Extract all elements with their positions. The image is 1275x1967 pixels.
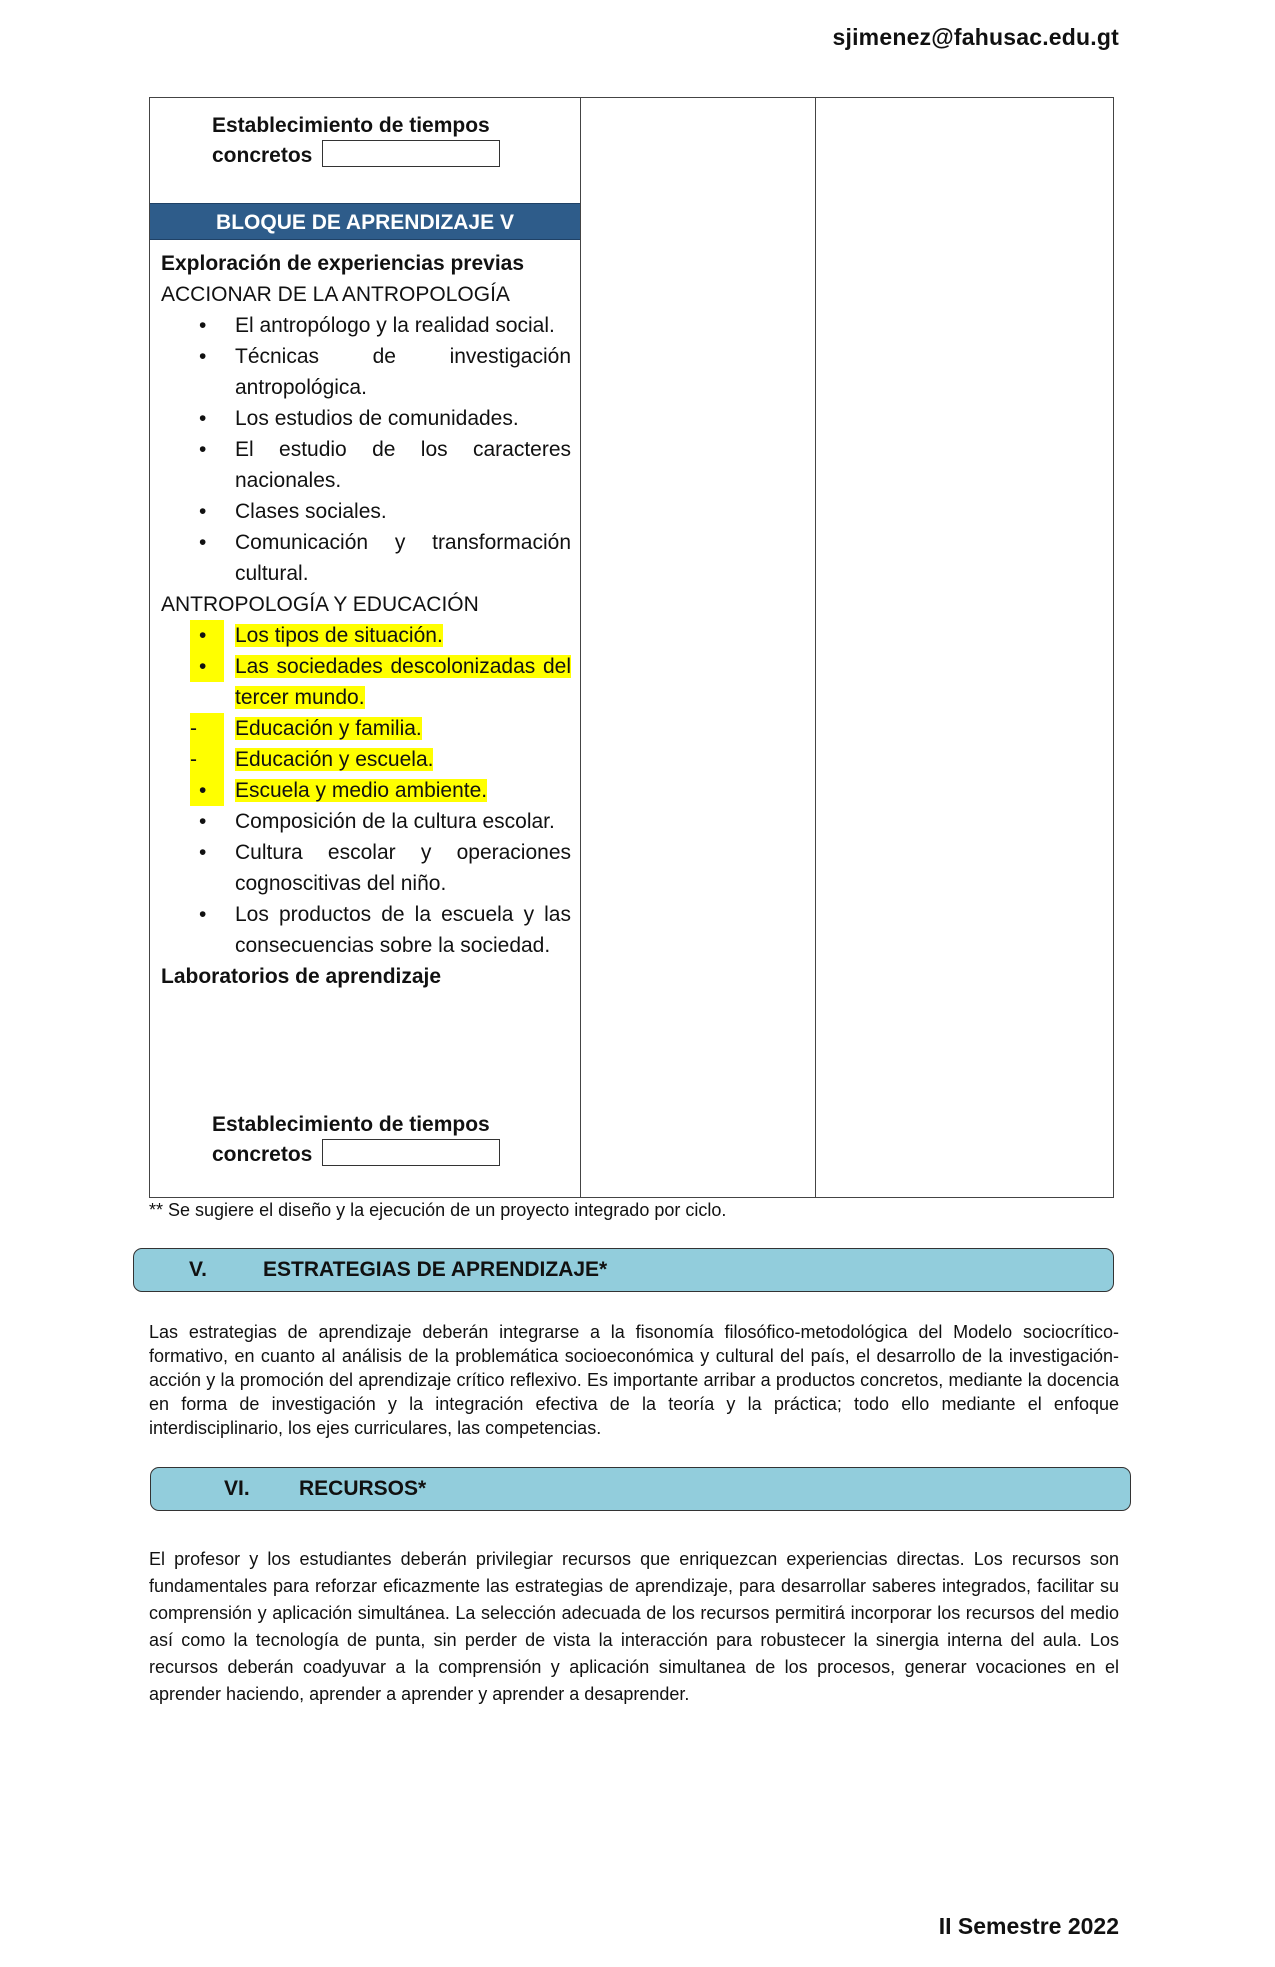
list-item <box>161 806 571 837</box>
bullet-icon: • <box>199 810 207 833</box>
section-vi-body: El profesor y los estudiantes deberán privilegiar recursos que enriquezcan experiencias directas. Los recursos son fundamentales para reforzar eficazmente las estrategias de aprendizaje, para desarrollar saberes integrados, facilitar su comprensión y aplicación simultánea. La selección adecuada de los recursos permitirá incorporar los recursos del medio así como la tecnología de punta, sin perder de vista la interacción para robustecer la sinergia interna del aula. Los recursos deberán coadyuvar a la comprensión y aplicación simultanea de los procesos, generar vocaciones en el aprender haciendo, aprender a aprender y aprender a desaprender. <box>149 1549 1119 1704</box>
section-title: RECURSOS* <box>299 1477 427 1500</box>
time-input-box[interactable] <box>322 1139 500 1166</box>
table-footnote: ** Se sugiere el diseño y la ejecución de un proyecto integrado por ciclo. <box>149 1200 727 1220</box>
table-column-divider <box>580 97 581 1198</box>
list-item-text: Comunicación y transformación cultural. <box>235 531 571 585</box>
time-label-line2: concretos <box>212 144 313 167</box>
bullet-icon: • <box>190 775 224 806</box>
bullet-icon: • <box>190 620 224 651</box>
bullet-icon: • <box>199 500 207 523</box>
list-item <box>161 837 571 899</box>
exploration-heading: Exploración de experiencias previas <box>161 252 525 275</box>
bullet-icon: • <box>190 651 224 682</box>
list-item <box>161 620 571 651</box>
table-column-divider <box>815 97 816 1198</box>
time-establishment-bottom <box>212 1110 500 1170</box>
list-item-text: Escuela y medio ambiente. <box>235 779 488 802</box>
list-item-text: Técnicas de investigación antropológica. <box>235 345 571 399</box>
section2-title: ANTROPOLOGÍA Y EDUCACIÓN <box>161 593 479 616</box>
block-title-band: BLOQUE DE APRENDIZAJE V <box>150 203 580 240</box>
list-item-text: Los productos de la escuela y las consecuencias sobre la sociedad. <box>235 903 571 957</box>
section-vi-header <box>150 1467 1131 1511</box>
section-v-header <box>133 1248 1114 1292</box>
time-label-line1: Establecimiento de tiempos <box>212 1113 490 1136</box>
dash-icon: - <box>190 713 224 744</box>
bullet-icon: • <box>199 438 207 461</box>
bullet-icon: • <box>199 314 207 337</box>
section-v-body: Las estrategias de aprendizaje deberán integrarse a la fisonomía filosófico-metodológica del Modelo sociocrítico-formativo, en cuanto al análisis de la problemática socioeconómica y cultural del país, el desarrollo de la investigación-acción y la promoción del aprendizaje crítico reflexivo. Es importante arribar a productos concretos, mediante la docencia en forma de investigación y la integración efectiva de la teoría y la práctica; todo ello mediante el enfoque interdisciplinario, los ejes curriculares, las competencias. <box>149 1322 1119 1438</box>
list-item <box>161 651 571 713</box>
time-establishment-top <box>212 111 500 171</box>
list-item <box>161 527 571 589</box>
dash-icon: - <box>190 744 224 775</box>
list-item <box>161 713 571 744</box>
section-number: V. <box>189 1258 207 1281</box>
list-item-text: El estudio de los caracteres nacionales. <box>235 438 571 492</box>
section2-list <box>161 620 571 961</box>
bullet-icon: • <box>199 841 207 864</box>
labs-heading: Laboratorios de aprendizaje <box>161 965 442 988</box>
header-email: sjimenez@fahusac.edu.gt <box>832 24 1119 50</box>
section-number: VI. <box>224 1477 250 1500</box>
bullet-icon: • <box>199 531 207 554</box>
bullet-icon: • <box>199 903 207 926</box>
list-item-text: Composición de la cultura escolar. <box>235 810 555 833</box>
list-item <box>161 775 571 806</box>
list-item-text: Los tipos de situación. <box>235 624 443 647</box>
bullet-icon: • <box>199 345 207 368</box>
section-title: ESTRATEGIAS DE APRENDIZAJE* <box>263 1258 608 1281</box>
list-item-text: Cultura escolar y operaciones cognoscitivas del niño. <box>235 841 571 895</box>
time-label-line1: Establecimiento de tiempos <box>212 114 490 137</box>
list-item-text: Educación y familia. <box>235 717 422 740</box>
section1-title: ACCIONAR DE LA ANTROPOLOGÍA <box>161 283 510 306</box>
list-item <box>161 341 571 403</box>
table-column-content <box>150 98 580 1197</box>
time-input-box[interactable] <box>322 140 500 167</box>
list-item-text: El antropólogo y la realidad social. <box>235 314 555 337</box>
list-item <box>161 496 571 527</box>
list-item <box>161 744 571 775</box>
list-item <box>161 403 571 434</box>
list-item <box>161 310 571 341</box>
list-item-text: Las sociedades descolonizadas del tercer mundo. <box>235 655 571 709</box>
time-label-line2: concretos <box>212 1143 313 1166</box>
block-content <box>161 248 571 992</box>
footer-semester: II Semestre 2022 <box>938 1913 1119 1939</box>
list-item-text: Educación y escuela. <box>235 748 434 771</box>
bullet-icon: • <box>199 407 207 430</box>
list-item-text: Los estudios de comunidades. <box>235 407 519 430</box>
list-item <box>161 434 571 496</box>
section1-list <box>161 310 571 589</box>
list-item-text: Clases sociales. <box>235 500 387 523</box>
list-item <box>161 899 571 961</box>
